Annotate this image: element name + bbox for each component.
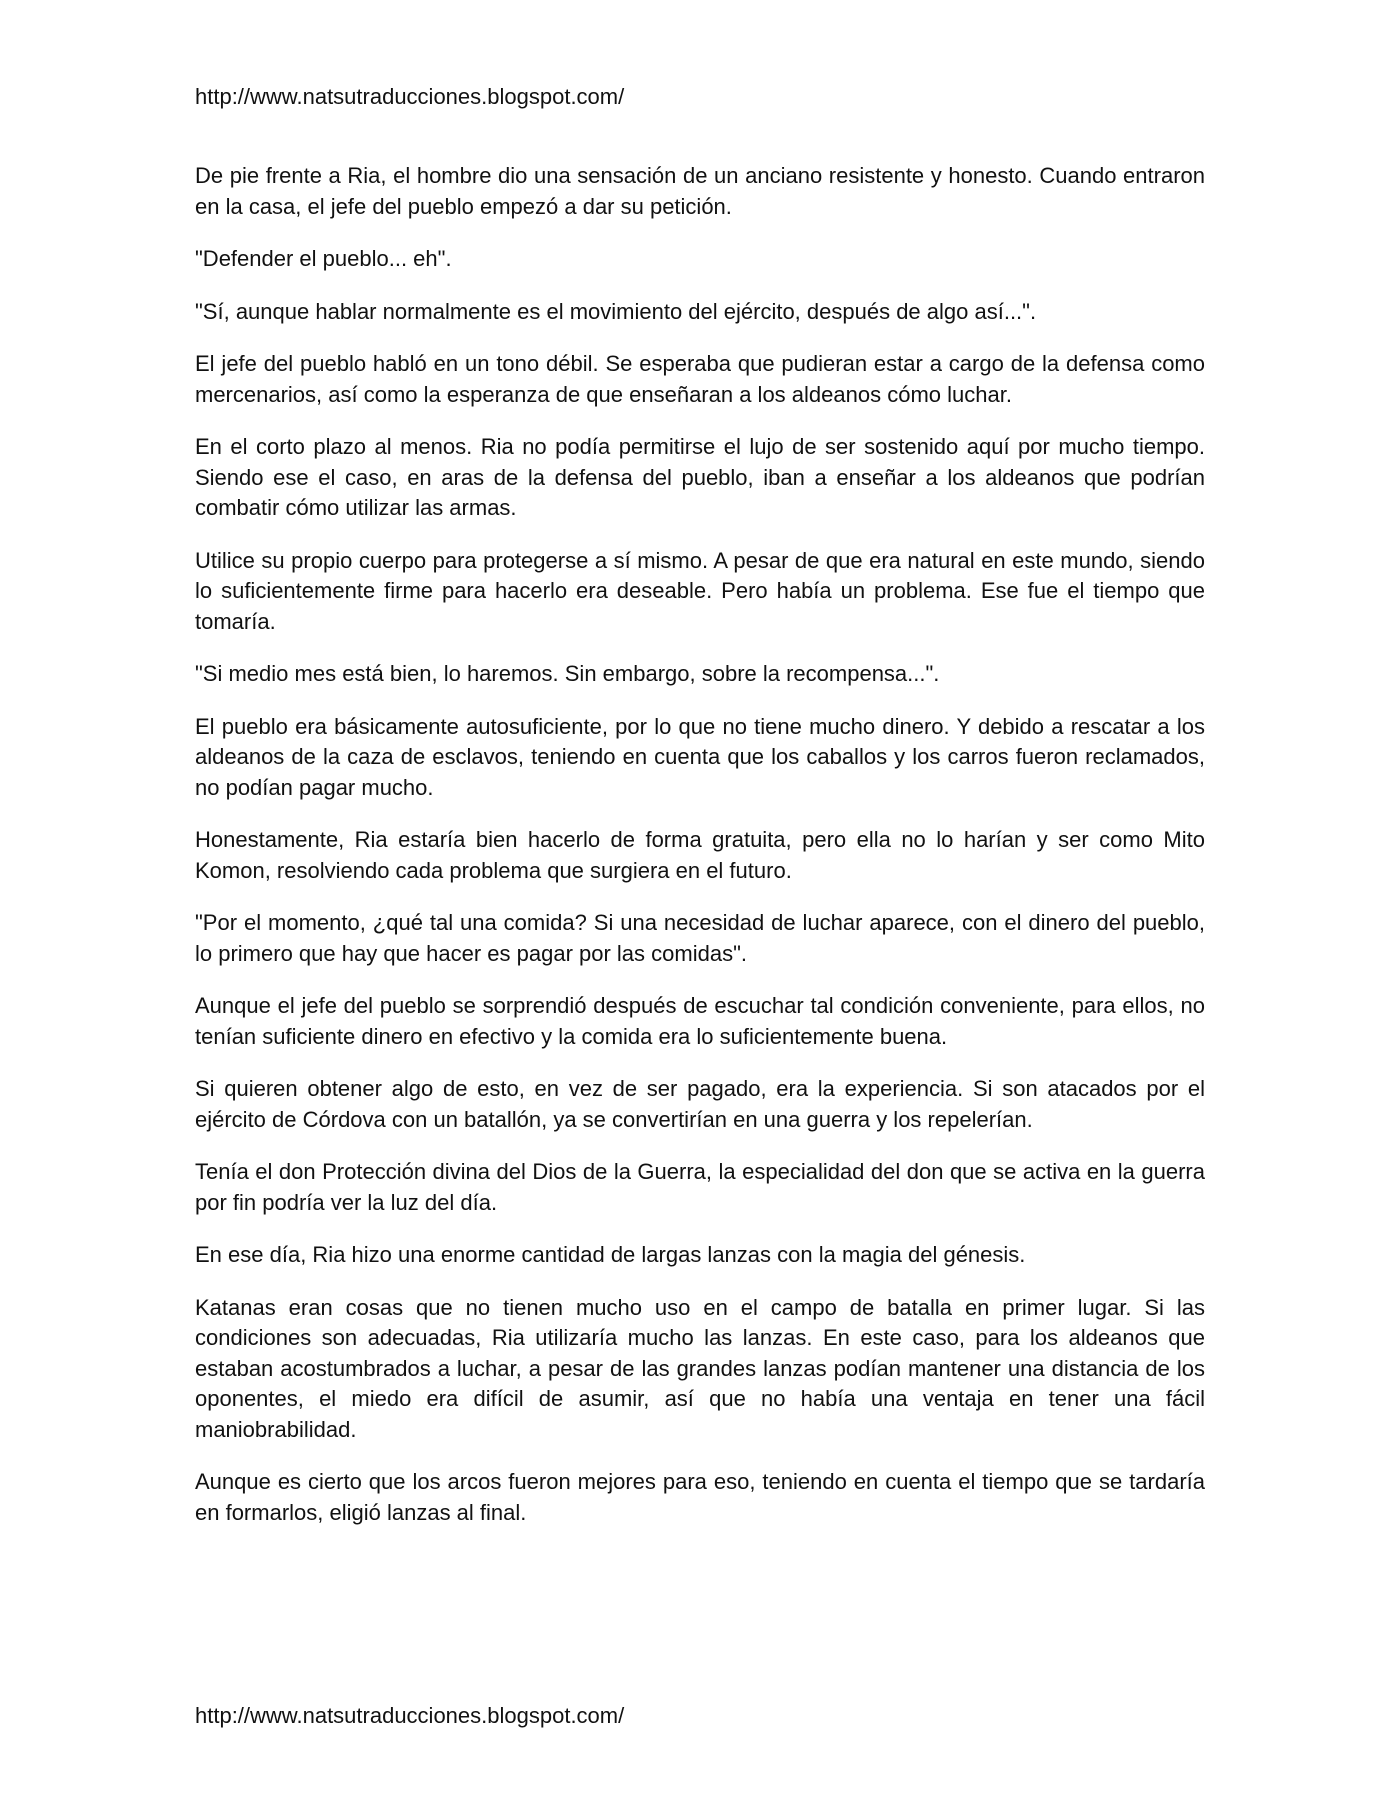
paragraph-15: Katanas eran cosas que no tienen mucho uso en el campo de batalla en primer lugar. Si las condiciones son adecuadas, Ria utilizaría mucho las lanzas. En este caso, para los aldeanos que estaban acostumbrados a luchar, a pesar de las grandes lanzas podían mantener una distancia de los oponentes, el miedo era difícil de asumir, así que no había una ventaja en tener una fácil maniobrabilidad. [195,1294,1205,1442]
paragraph-16: Aunque es cierto que los arcos fueron mejores para eso, teniendo en cuenta el tiempo que se tardaría en formarlos, eligió lanzas al final. [195,1469,1205,1525]
header-url: http://www.natsutraducciones.blogspot.com/ [195,84,625,109]
paragraph-4: El jefe del pueblo habló en un tono débil. Se esperaba que pudieran estar a cargo de la defensa como mercenarios, así como la esperanza de que enseñaran a los aldeanos cómo luchar. [195,351,1205,407]
footer-url: http://www.natsutraducciones.blogspot.com/ [195,1703,625,1728]
paragraph-6: Utilice su propio cuerpo para protegerse a sí mismo. A pesar de que era natural en este mundo, siendo lo suficientemente firme para hacerlo era deseable. Pero había un problema. Ese fue el tiempo que tomaría. [195,547,1205,634]
paragraph-5: En el corto plazo al menos. Ria no podía permitirse el lujo de ser sostenido aquí por mucho tiempo. Siendo ese el caso, en aras de la defensa del pueblo, iban a enseñar a los aldeanos que podrían combatir cómo utilizar las armas. [195,434,1205,520]
body-text [195,161,1205,1550]
paragraph-3: "Sí, aunque hablar normalmente es el movimiento del ejército, después de algo así...". [195,298,1037,324]
paragraph-8: El pueblo era básicamente autosuficiente, por lo que no tiene mucho dinero. Y debido a rescatar a los aldeanos de la caza de esclavos, teniendo en cuenta que los caballos y los carros fueron reclamados, no podían pagar mucho. [195,713,1205,800]
paragraph-2: "Defender el pueblo... eh". [195,246,452,271]
paragraph-12: Si quieren obtener algo de esto, en vez de ser pagado, era la experiencia. Si son atacados por el ejército de Córdova con un batallón, ya se convertirían en una guerra y los repelerían. [195,1076,1205,1132]
paragraph-1: De pie frente a Ria, el hombre dio una sensación de un anciano resistente y honesto. Cuando entraron en la casa, el jefe del pueblo empezó a dar su petición. [195,163,1205,219]
paragraph-7: "Si medio mes está bien, lo haremos. Sin embargo, sobre la recompensa...". [195,661,940,686]
paragraph-14: En ese día, Ria hizo una enorme cantidad de largas lanzas con la magia del génesis. [195,1242,1026,1267]
paragraph-13: Tenía el don Protección divina del Dios de la Guerra, la especialidad del don que se activa en la guerra por fin podría ver la luz del día. [195,1159,1205,1215]
paragraph-10: "Por el momento, ¿qué tal una comida? Si una necesidad de luchar aparece, con el dinero del pueblo, lo primero que hay que hacer es pagar por las comidas". [195,910,1205,966]
paragraph-9: Honestamente, Ria estaría bien hacerlo de forma gratuita, pero ella no lo harían y ser como Mito Komon, resolviendo cada problema que surgiera en el futuro. [195,827,1205,883]
paragraph-11: Aunque el jefe del pueblo se sorprendió después de escuchar tal condición conveniente, para ellos, no tenían suficiente dinero en efectivo y la comida era lo suficientemente buena. [195,993,1205,1049]
